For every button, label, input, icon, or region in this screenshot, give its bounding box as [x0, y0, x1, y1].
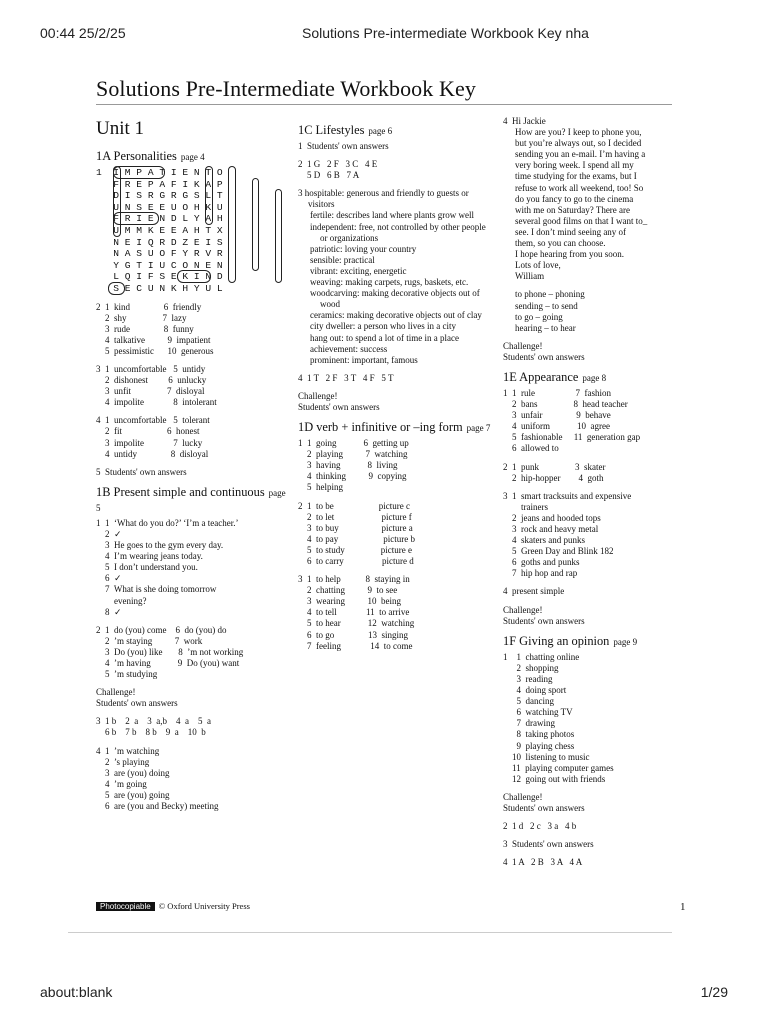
spacer	[96, 739, 292, 746]
answer-line: 2 to let picture f	[298, 511, 412, 522]
answer-line: fertile: describes land where plants grow well	[310, 210, 474, 221]
answer-line: Students' own answers	[96, 698, 178, 709]
answer-line: 3 1 to help 8 staying in	[298, 574, 410, 585]
spacer	[503, 832, 699, 839]
answer-line: 2 fit 6 honest	[96, 426, 200, 437]
answer-line: sending – to send	[515, 300, 578, 311]
answer-line: 4 ’m having 9 Do (you) want	[96, 657, 240, 668]
answer-line: 4 1 ’m watching	[96, 745, 160, 756]
section-page-ref: page 7	[466, 423, 491, 434]
spacer	[298, 567, 494, 574]
answer-line: 2 hip-hopper 4 goth	[503, 472, 604, 483]
wordsearch-highlight	[275, 189, 283, 283]
answer-line: 10 listening to music	[503, 751, 590, 762]
section-page-ref: page 5	[96, 487, 286, 513]
answer-line: 5 I don’t understand you.	[96, 562, 198, 573]
answer-line: city dweller: a person who lives in a city	[310, 321, 456, 332]
print-page-counter: 1/29	[700, 984, 728, 1000]
answer-line: 2 1 G 2 F 3 C 4 E	[298, 159, 378, 170]
publisher-credit: © Oxford University Press	[158, 901, 250, 911]
spacer	[503, 785, 699, 792]
page-url: about:blank	[40, 984, 113, 1000]
wordsearch-row: L Q I F S E K I N D	[96, 271, 223, 283]
wordsearch-highlight	[205, 166, 213, 225]
wordsearch-highlight	[252, 178, 260, 272]
answer-line: hearing – to hear	[515, 322, 576, 333]
section-heading	[298, 123, 494, 138]
answer-line: Students' own answers	[503, 615, 585, 626]
spacer	[96, 680, 292, 687]
wordsearch-highlight	[113, 166, 165, 179]
answer-line: sensible: practical	[310, 254, 375, 265]
answer-line: 1 Students' own answers	[298, 141, 389, 151]
section-page-ref: page 8	[582, 372, 607, 383]
answer-line: 5 Students' own answers	[96, 466, 187, 477]
spacer	[96, 460, 292, 467]
answer-line: to go – going	[515, 311, 563, 322]
answer-line: time studying for the exams, but I	[515, 171, 637, 182]
answer-line: 5 ’m studying	[96, 669, 158, 680]
answer-line: evening?	[96, 595, 147, 606]
spacer	[96, 618, 292, 625]
answer-line: weaving: making carpets, rugs, baskets, etc.	[310, 277, 469, 288]
answer-line: 12 going out with friends	[503, 773, 606, 784]
answer-line: them, so you can choose.	[515, 238, 606, 249]
answer-line: 4 1 A 2 B 3 A 4 A	[503, 857, 583, 868]
page-divider	[68, 932, 672, 933]
answer-line: 6 watching TV	[503, 707, 573, 718]
spacer	[503, 484, 699, 491]
answer-line: 1 1 ‘What do you do?’ ‘I’m a teacher.’	[96, 517, 239, 528]
answer-line: 3 impolite 7 lucky	[96, 437, 203, 448]
answer-line: 5 helping	[298, 482, 343, 493]
answer-line: 2 ✓	[96, 528, 122, 539]
section-heading	[96, 485, 292, 515]
answer-line: 7 feeling 14 to come	[298, 640, 413, 651]
spacer	[298, 494, 494, 501]
answer-line: hang out: to spend a lot of time in a place	[310, 332, 459, 343]
browser-footer	[0, 984, 768, 1008]
section-page-ref: page 9	[613, 636, 638, 647]
answer-line: 4 Hi Jackie	[503, 116, 546, 126]
answer-line: 5 are (you) going	[96, 789, 170, 800]
spacer	[298, 366, 494, 373]
answer-line: see. I don’t mind seeing any of	[515, 226, 627, 237]
answer-line: trainers	[503, 501, 548, 512]
wordsearch-row: F R I E N D L Y A H	[96, 213, 223, 225]
document-footer	[96, 901, 250, 911]
answer-line: 2 shy 7 lazy	[96, 312, 187, 323]
wordsearch-row: U M M K E E A H T X	[96, 224, 223, 236]
answer-line: 3 hospitable: generous and friendly to guests or visitors	[298, 188, 469, 210]
answer-line: 2 ’m staying 7 work	[96, 635, 203, 646]
spacer	[503, 334, 699, 341]
section-page-ref: page 4	[180, 152, 205, 162]
spacer	[503, 850, 699, 857]
answer-line: ceramics: making decorative objects out of clay	[310, 310, 482, 321]
wordsearch-row: U N S E E U O H K U	[96, 201, 223, 213]
answer-line: sending you an e-mail. I’m having a	[515, 149, 646, 160]
answer-line: 3 rude 8 funny	[96, 323, 194, 334]
wordsearch-row: F R E P A F I K A P	[96, 178, 223, 190]
answer-line: 4 1 T 2 F 3 T 4 F 5 T	[298, 372, 394, 383]
answer-line: 3 He goes to the gym every day.	[96, 540, 224, 551]
answer-line: 8 ✓	[96, 606, 122, 617]
print-timestamp: 00:44 25/2/25	[40, 25, 126, 41]
answer-line: 2 1 do (you) come 6 do (you) do	[96, 624, 227, 635]
answer-line: 2 1 kind 6 friendly	[96, 301, 202, 312]
section-title: 1C Lifestyles	[298, 123, 365, 137]
answer-line: Challenge!	[96, 687, 136, 698]
document-title-header: Solutions Pre-intermediate Workbook Key nha	[302, 25, 589, 41]
section-heading	[503, 370, 699, 385]
answer-line: 2 dishonest 6 unlucky	[96, 375, 207, 386]
answer-line: Students' own answers	[503, 802, 585, 813]
answer-line: 3 1 uncomfortable 5 untidy	[96, 364, 206, 374]
section-title: 1D verb + infinitive or –ing form	[298, 420, 463, 435]
answer-line: 6 to carry picture d	[298, 556, 414, 566]
answer-line: 5 fashionable 11 generation gap	[503, 432, 641, 443]
answer-line: 2 playing 7 watching	[298, 449, 408, 460]
section-title: 1E Appearance	[503, 369, 579, 384]
section-page-ref: page 6	[368, 126, 393, 136]
answer-line: 1 1 chatting online	[503, 651, 580, 662]
unit-title: Unit 1	[96, 118, 145, 139]
answer-line: 2 ’s playing	[96, 756, 150, 767]
section-heading	[298, 420, 494, 435]
spacer	[96, 357, 292, 364]
answer-line: 6 are (you and Becky) meeting	[96, 801, 219, 811]
wordsearch-row: Y G T I U C O N E N	[96, 259, 223, 271]
wordsearch-row: S E C U N K H Y U L	[96, 282, 223, 294]
answer-line: Students' own answers	[503, 351, 585, 362]
answer-line: 7 hip hop and rap	[503, 568, 578, 579]
answer-line: 4 untidy 8 disloyal	[96, 448, 209, 459]
answer-line: 6 goths and punks	[503, 557, 580, 568]
answer-line: 4 impolite 8 intolerant	[96, 397, 217, 408]
answer-line: 5 pessimistic 10 generous	[96, 345, 214, 356]
photocopiable-badge: Photocopiable	[96, 902, 155, 911]
wordsearch-row: N A S U O F Y R V R	[96, 248, 223, 260]
answer-line: 4 1 uncomfortable 5 tolerant	[96, 415, 210, 426]
answer-line: 3 to buy picture a	[298, 522, 413, 533]
answer-line: 4 to tell 11 to arrive	[298, 607, 410, 618]
wordsearch-grid	[96, 167, 292, 295]
answer-line: 3 unfit 7 disloyal	[96, 386, 205, 397]
spacer	[298, 384, 494, 391]
answer-line: 6 ✓	[96, 573, 122, 584]
answer-line: 3 wearing 10 being	[298, 596, 401, 607]
answer-line: I hope hearing from you soon.	[515, 249, 624, 260]
answer-line: 7 What is she doing tomorrow	[96, 584, 217, 595]
answer-line: Students' own answers	[298, 401, 380, 412]
answer-line: very boring week. I spend all my	[515, 160, 634, 171]
section-heading	[96, 149, 292, 164]
answer-line: 6 to go 13 singing	[298, 629, 409, 640]
answer-line: 3 rock and heavy metal	[503, 524, 599, 534]
answer-line: 5 to hear 12 watching	[298, 618, 415, 629]
answer-line: 7 drawing	[503, 718, 555, 729]
answer-line: 4 I’m wearing jeans today.	[96, 551, 203, 562]
spacer	[503, 455, 699, 462]
answer-line: 3 having 8 living	[298, 460, 398, 471]
answer-line: 4 uniform 10 agree	[503, 421, 610, 432]
answer-line: 1 1 rule 7 fashion	[503, 387, 611, 398]
spacer	[503, 579, 699, 586]
answer-line: William	[515, 271, 545, 282]
wordsearch-highlight	[108, 282, 125, 295]
section-title: 1A Personalities	[96, 149, 177, 163]
answer-line: 5 Green Day and Blink 182	[503, 546, 614, 557]
wordsearch-row: D I S R G R G S L T	[96, 190, 223, 202]
answer-line: 2 bans 8 head teacher	[503, 399, 628, 410]
answer-line: 4 thinking 9 copying	[298, 471, 407, 482]
answer-line: 3 Do (you) like 8 ’m not working	[96, 646, 244, 657]
answer-line: refuse to work all weekend, too! So	[515, 182, 644, 193]
spacer	[96, 709, 292, 716]
answer-line: do you fancy to go to the cinema	[515, 193, 634, 204]
answer-line: Challenge!	[503, 604, 543, 615]
spacer	[298, 181, 494, 188]
answer-line: How are you? I keep to phone you,	[515, 127, 642, 138]
column-1	[96, 116, 292, 812]
answer-line: but you’re always out, so I decided	[515, 138, 642, 149]
answer-line: 4 talkative 9 impatient	[96, 334, 211, 345]
page-title: Solutions Pre-Intermediate Workbook Key	[96, 76, 672, 105]
answer-line: 9 playing chess	[503, 740, 575, 751]
answer-line: with me on Saturday? There are	[515, 204, 631, 215]
answer-line: 4 to pay picture b	[298, 533, 415, 544]
wordsearch-highlight	[228, 166, 236, 283]
section-title: 1F Giving an opinion	[503, 633, 610, 648]
answer-line: 6 b 7 b 8 b 9 a 10 b	[96, 727, 206, 738]
answer-line: 3 1 smart tracksuits and expensive	[503, 490, 632, 501]
answer-line: 6 allowed to	[503, 443, 559, 454]
answer-line: Challenge!	[503, 791, 543, 802]
answer-line: 3 are (you) doing	[96, 767, 170, 778]
wordsearch-row: 1 I M P A T I E N T O	[96, 167, 223, 178]
answer-line: 3 1 b 2 a 3 a,b 4 a 5 a	[96, 716, 211, 727]
document-page-number: 1	[680, 901, 686, 913]
spacer	[298, 152, 494, 159]
answer-line: 8 taking photos	[503, 729, 575, 740]
spacer	[96, 408, 292, 415]
answer-line: to phone – phoning	[515, 289, 585, 300]
answer-line: 3 unfair 9 behave	[503, 410, 611, 421]
answer-line: 4 doing sport	[503, 685, 567, 696]
spacer	[503, 598, 699, 605]
spacer	[96, 295, 292, 302]
answer-line: woodcarving: making decorative objects out of wood	[310, 288, 480, 310]
section-heading	[503, 634, 699, 649]
answer-line: 2 chatting 9 to see	[298, 585, 398, 596]
answer-line: independent: free, not controlled by other people or organizations	[310, 221, 486, 243]
wordsearch-highlight	[177, 270, 212, 283]
spacer	[503, 814, 699, 821]
answer-line: 5 D 6 B 7 A	[298, 170, 360, 181]
wordsearch-row: N E I Q R D Z E I S	[96, 236, 223, 248]
answer-line: 11 playing computer games	[503, 762, 614, 773]
answer-line: 4 present simple	[503, 586, 565, 597]
answer-line: 2 shopping	[503, 662, 559, 673]
answer-line: Challenge!	[503, 340, 543, 351]
column-3	[503, 116, 699, 868]
answer-line: 2 jeans and hooded tops	[503, 512, 601, 523]
wordsearch-highlight	[113, 166, 121, 237]
answer-line: 2 1 punk 3 skater	[503, 461, 606, 472]
answer-line: 4 ’m going	[96, 778, 147, 789]
section-title: 1B Present simple and continuous	[96, 484, 265, 499]
answer-line: achievement: success	[310, 343, 388, 354]
answer-line: vibrant: exciting, energetic	[310, 265, 407, 276]
answer-line: 5 dancing	[503, 696, 554, 707]
answer-line: 4 skaters and punks	[503, 535, 585, 546]
answer-line: Challenge!	[298, 390, 338, 401]
answer-line: 2 1 to be picture c	[298, 500, 410, 511]
answer-line: patriotic: loving your country	[310, 243, 417, 254]
column-2	[298, 116, 494, 652]
answer-line: Lots of love,	[515, 260, 561, 271]
answer-line: 3 reading	[503, 673, 553, 684]
answer-line: 3 Students' own answers	[503, 839, 594, 850]
answer-line: 2 1 d 2 c 3 a 4 b	[503, 821, 577, 832]
spacer	[503, 282, 699, 289]
answer-line: 1 1 going 6 getting up	[298, 438, 409, 449]
answer-line: prominent: important, famous	[310, 354, 418, 365]
answer-line: 5 to study picture e	[298, 544, 412, 555]
answer-line: several good films on that I want to_	[515, 215, 648, 226]
